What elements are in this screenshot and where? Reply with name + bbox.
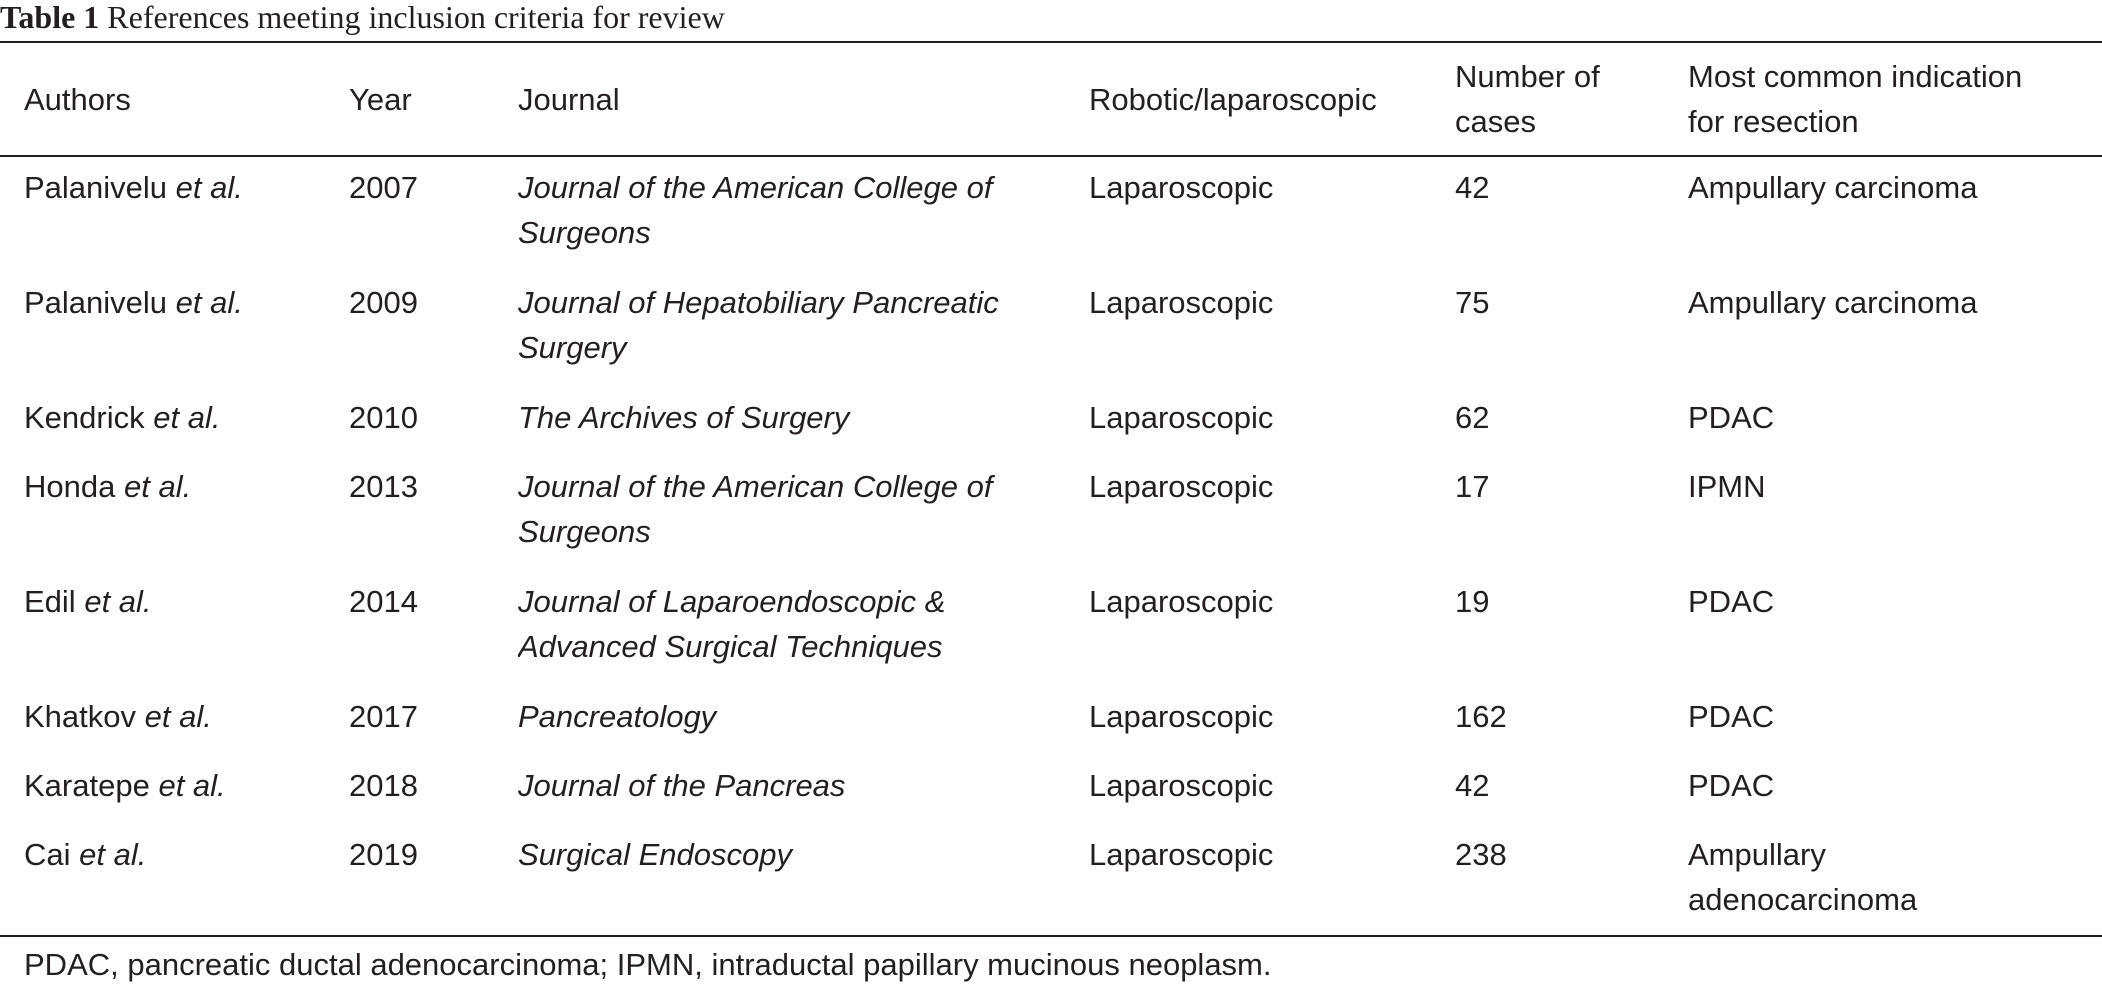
- table-caption: [0, 0, 725, 40]
- table-caption-text: References meeting inclusion criteria for review: [107, 0, 725, 35]
- table-caption-label: Table 1: [0, 0, 100, 35]
- cell-year: 2018: [349, 768, 418, 803]
- cell-type: Laparoscopic: [1089, 469, 1274, 504]
- header-year: Year: [349, 81, 412, 117]
- cell-type: Laparoscopic: [1089, 584, 1274, 619]
- header-number-of-cases: Number of cases: [1455, 59, 1600, 139]
- cell-indication: IPMN: [1688, 469, 1766, 504]
- header-indication: Most common indication for resection: [1688, 59, 2023, 139]
- cell-author: Palanivelu et al.: [24, 170, 243, 205]
- table-footnote: PDAC, pancreatic ductal adenocarcinoma; IPMN, intraductal papillary mucinous neoplasm.: [24, 947, 1272, 982]
- cell-cases: 42: [1455, 768, 1490, 803]
- cell-author: Kendrick et al.: [24, 400, 221, 435]
- cell-journal: Journal of the Pancreas: [518, 768, 846, 803]
- table-header-row: [0, 43, 2102, 155]
- cell-year: 2017: [349, 699, 418, 734]
- table-row: [0, 270, 2102, 385]
- header-authors: Authors: [24, 81, 131, 117]
- cell-journal: Surgical Endoscopy: [518, 837, 792, 872]
- header-journal: Journal: [518, 81, 620, 117]
- cell-author: Cai et al.: [24, 837, 147, 872]
- cell-journal: Journal of Laparoendoscopic & Advanced Surgical Techniques: [518, 584, 946, 664]
- table-row: [0, 684, 2102, 753]
- cell-type: Laparoscopic: [1089, 285, 1274, 320]
- cell-type: Laparoscopic: [1089, 768, 1274, 803]
- cell-cases: 19: [1455, 584, 1490, 619]
- table-row: [0, 385, 2102, 454]
- cell-indication: PDAC: [1688, 584, 1775, 619]
- cell-indication: PDAC: [1688, 768, 1775, 803]
- header-robotic-laparoscopic: Robotic/laparoscopic: [1089, 81, 1377, 117]
- cell-type: Laparoscopic: [1089, 699, 1274, 734]
- cell-cases: 238: [1455, 837, 1507, 872]
- cell-indication: PDAC: [1688, 400, 1775, 435]
- cell-type: Laparoscopic: [1089, 170, 1274, 205]
- cell-journal: Journal of Hepatobiliary Pancreatic Surgery: [518, 285, 999, 365]
- cell-cases: 17: [1455, 469, 1490, 504]
- cell-indication: Ampullary carcinoma: [1688, 170, 1978, 205]
- cell-author: Palanivelu et al.: [24, 285, 243, 320]
- table-row: [0, 454, 2102, 569]
- cell-author: Khatkov et al.: [24, 699, 212, 734]
- cell-author: Edil et al.: [24, 584, 152, 619]
- cell-cases: 42: [1455, 170, 1490, 205]
- cell-author: Karatepe et al.: [24, 768, 226, 803]
- cell-cases: 75: [1455, 285, 1490, 320]
- cell-journal: Journal of the American College of Surgeons: [518, 469, 993, 549]
- table-row: [0, 569, 2102, 684]
- cell-year: 2010: [349, 400, 418, 435]
- cell-indication: PDAC: [1688, 699, 1775, 734]
- cell-type: Laparoscopic: [1089, 837, 1274, 872]
- cell-cases: 162: [1455, 699, 1507, 734]
- references-table: [0, 43, 2102, 937]
- cell-journal: Journal of the American College of Surgeons: [518, 170, 993, 250]
- table-row: [0, 822, 2102, 937]
- table-row: [0, 155, 2102, 270]
- cell-type: Laparoscopic: [1089, 400, 1274, 435]
- cell-journal: The Archives of Surgery: [518, 400, 850, 435]
- cell-year: 2009: [349, 285, 418, 320]
- cell-year: 2007: [349, 170, 418, 205]
- cell-year: 2014: [349, 584, 418, 619]
- table-row: [0, 753, 2102, 822]
- cell-indication: Ampullary carcinoma: [1688, 285, 1978, 320]
- cell-journal: Pancreatology: [518, 699, 717, 734]
- cell-year: 2019: [349, 837, 418, 872]
- cell-author: Honda et al.: [24, 469, 192, 504]
- cell-cases: 62: [1455, 400, 1490, 435]
- cell-indication: Ampullary adenocarcinoma: [1688, 837, 1918, 917]
- cell-year: 2013: [349, 469, 418, 504]
